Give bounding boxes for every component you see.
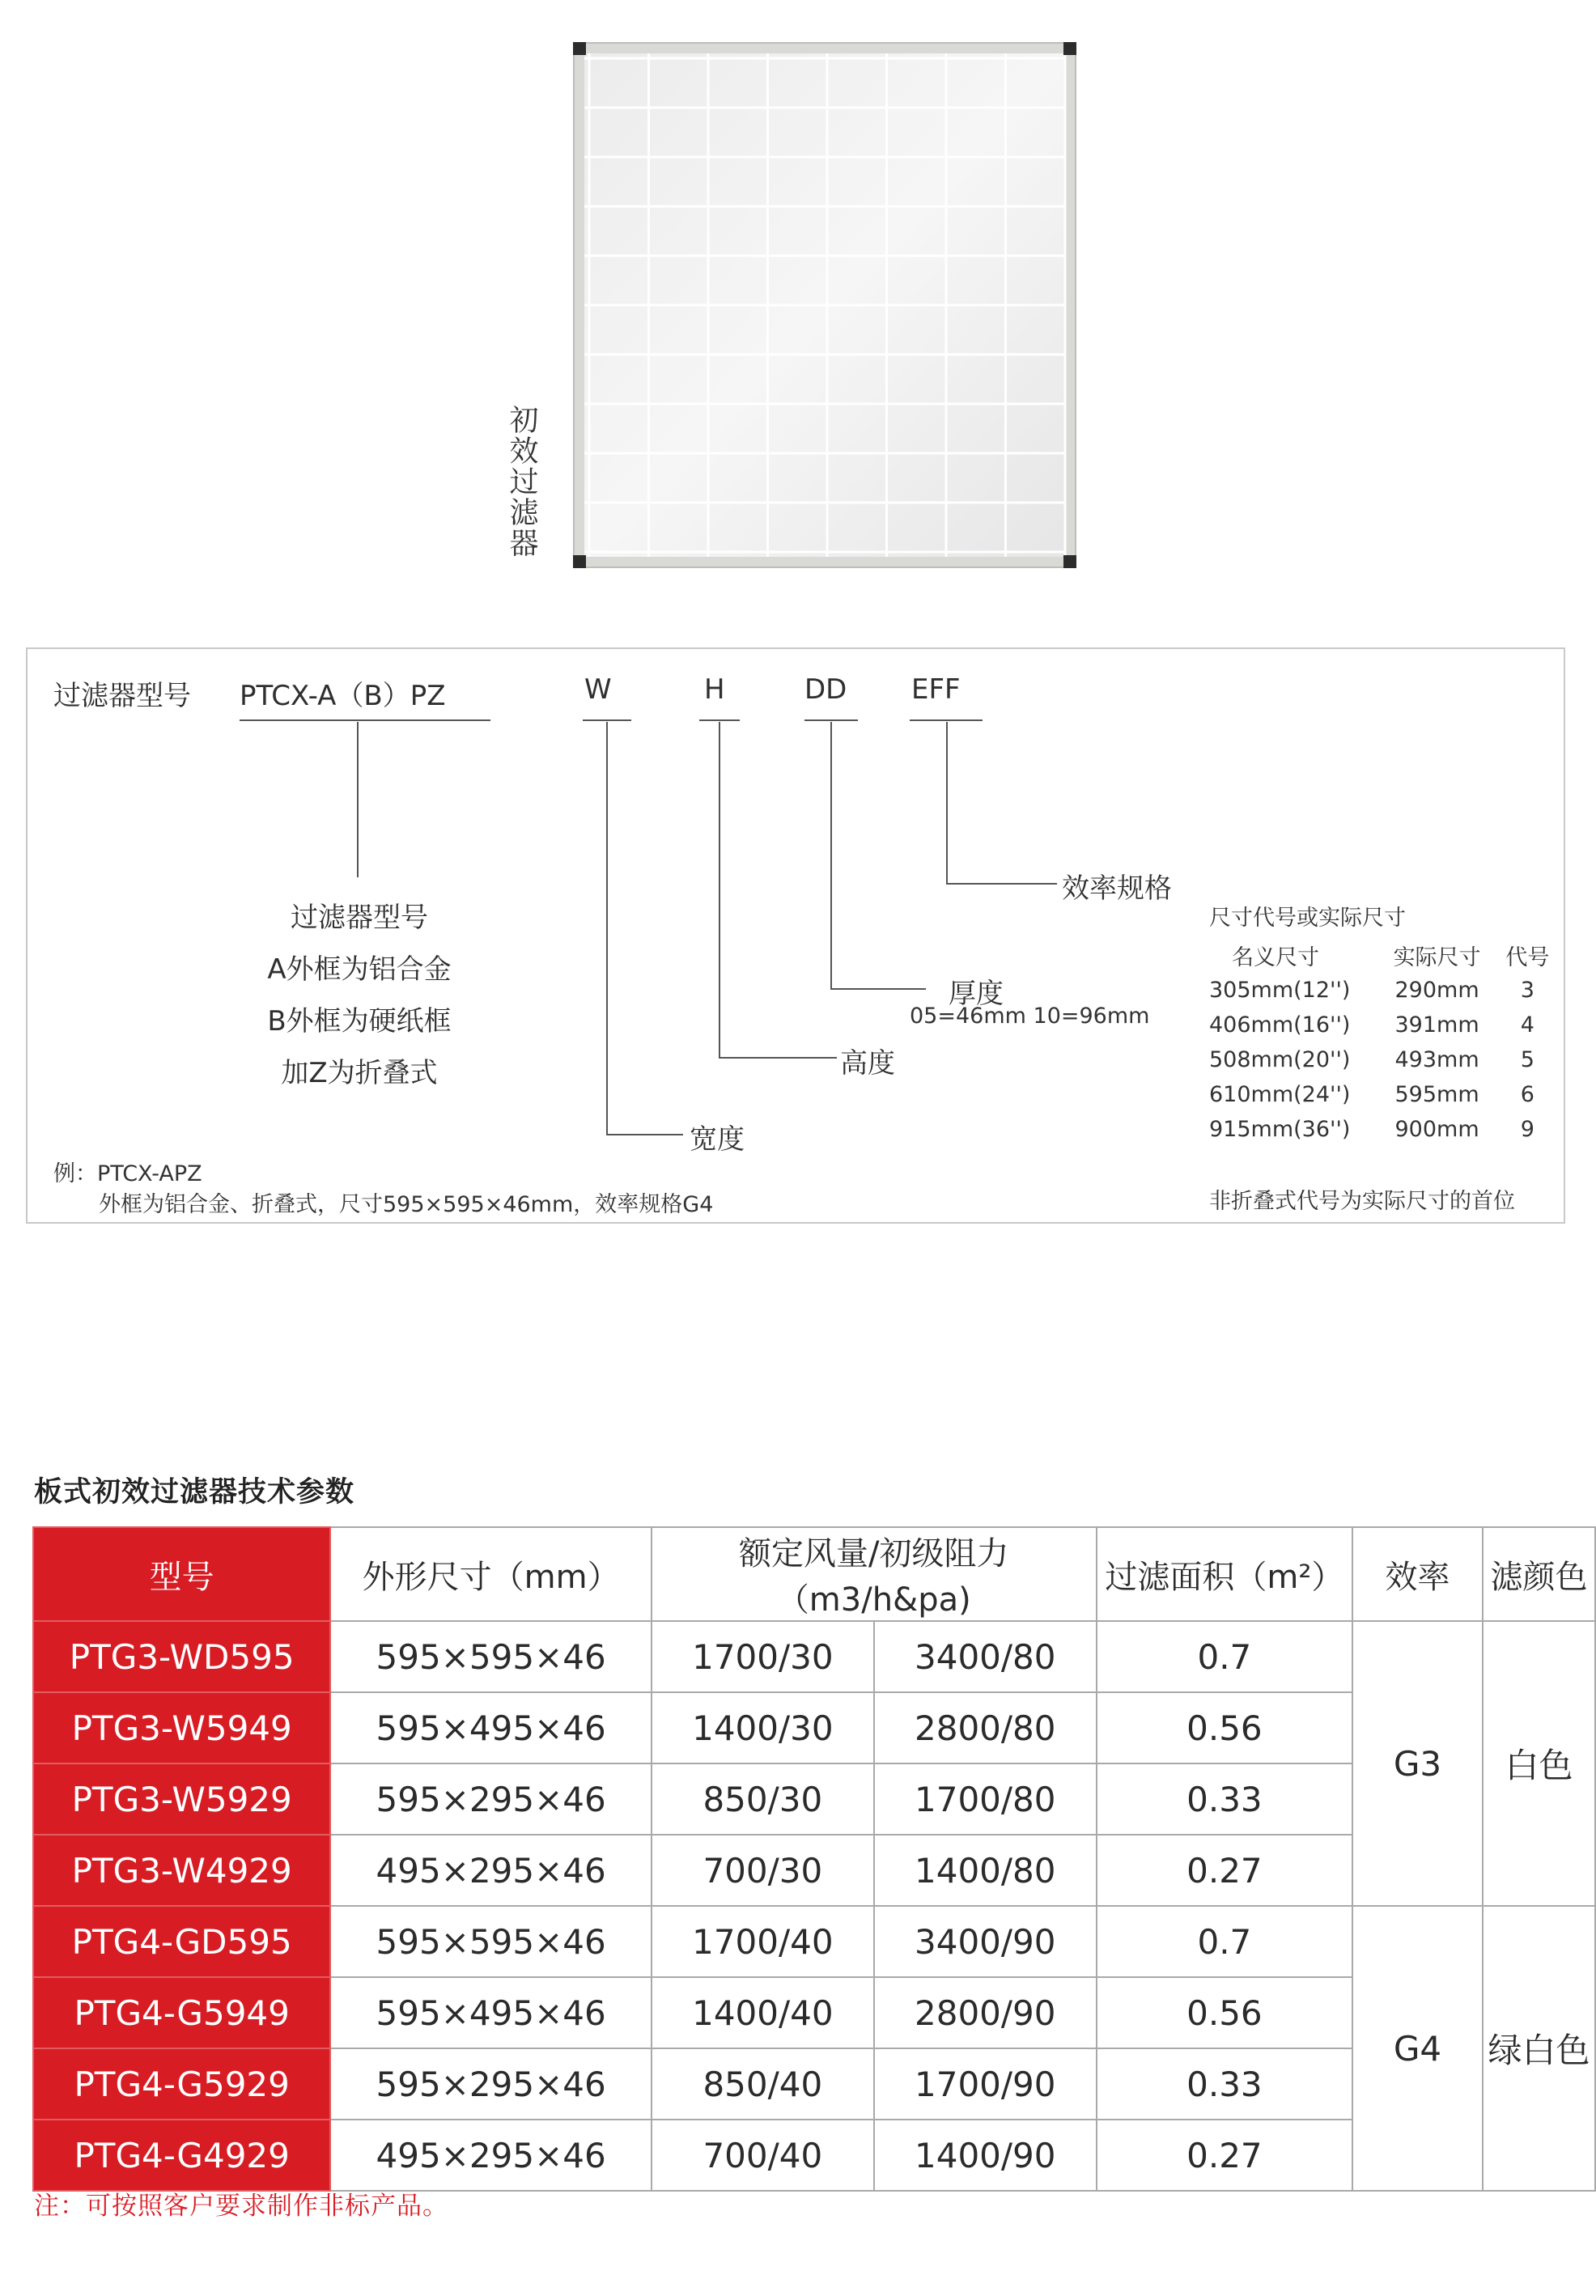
- model-desc-line: B外框为硬纸框: [267, 1005, 452, 1038]
- model-desc-line: A外框为铝合金: [267, 953, 452, 986]
- header-dimensions: 外形尺寸（mm）: [330, 1527, 652, 1621]
- model-cell: PTG4-G5929: [33, 2048, 330, 2120]
- size-table-row: [1209, 1112, 1564, 1147]
- airflow-secondary-cell: 3400/90: [874, 1906, 1097, 1977]
- model-description: [262, 892, 456, 1099]
- header-airflow-resistance: 额定风量/初级阻力（m3/h&pa): [652, 1527, 1097, 1621]
- footnote: 注：可按照客户要求制作非标产品。: [34, 2192, 448, 2221]
- airflow-secondary-cell: 1400/90: [874, 2120, 1097, 2191]
- code-width: W: [584, 673, 612, 706]
- airflow-rated-cell: 700/40: [652, 2120, 874, 2191]
- size-table-cell: 9: [1520, 1117, 1534, 1142]
- efficiency-cell: G3: [1352, 1621, 1483, 1906]
- size-table-cell: 915mm(36''): [1209, 1117, 1351, 1142]
- model-cell: PTG3-W5929: [33, 1763, 330, 1835]
- airflow-secondary-cell: 2800/90: [874, 1977, 1097, 2048]
- size-table-cell: 305mm(12''): [1209, 978, 1351, 1003]
- thickness-values: 05=46mm 10=96mm: [910, 1004, 1150, 1029]
- table-row: [33, 1906, 1595, 1977]
- filter-color-cell: 绿白色: [1483, 1906, 1595, 2191]
- model-desc-line: 过滤器型号: [291, 902, 428, 934]
- model-cell: PTG4-GD595: [33, 1906, 330, 1977]
- dimensions-cell: 595×295×46: [330, 1763, 652, 1835]
- example-description: 外框为铝合金、折叠式，尺寸595×595×46mm，效率规格G4: [99, 1192, 714, 1217]
- header-model: 型号: [33, 1527, 330, 1621]
- size-table-cell: 508mm(20''): [1209, 1047, 1351, 1072]
- model-cell: PTG4-G4929: [33, 2120, 330, 2191]
- airflow-secondary-cell: 2800/80: [874, 1692, 1097, 1763]
- filter-area-cell: 0.27: [1097, 2120, 1352, 2191]
- model-cell: PTG3-W5949: [33, 1692, 330, 1763]
- dimensions-cell: 595×595×46: [330, 1906, 652, 1977]
- airflow-rated-cell: 1400/30: [652, 1692, 874, 1763]
- size-table-header-row: [1209, 937, 1564, 973]
- model-cell: PTG4-G5949: [33, 1977, 330, 2048]
- size-table-header: 名义尺寸: [1232, 944, 1319, 970]
- table-row: [33, 1621, 1595, 1692]
- header-filter-area: 过滤面积（m²）: [1097, 1527, 1352, 1621]
- model-cell: PTG3-WD595: [33, 1621, 330, 1692]
- filter-area-cell: 0.27: [1097, 1835, 1352, 1906]
- efficiency-label: 效率规格: [1062, 872, 1172, 905]
- width-label: 宽度: [690, 1123, 745, 1156]
- size-table-title: 尺寸代号或实际尺寸: [1209, 906, 1406, 931]
- example-title: 例：PTCX-APZ: [53, 1161, 202, 1186]
- filter-area-cell: 0.7: [1097, 1906, 1352, 1977]
- size-table-footnote: 非折叠式代号为实际尺寸的首位: [1209, 1189, 1515, 1214]
- code-series: PTCX-A（B）PZ: [240, 680, 446, 712]
- size-table-cell: 391mm: [1394, 1012, 1479, 1038]
- code-thickness: DD: [804, 673, 847, 706]
- size-code-table: [1209, 937, 1564, 1147]
- dimensions-cell: 595×495×46: [330, 1692, 652, 1763]
- airflow-secondary-cell: 3400/80: [874, 1621, 1097, 1692]
- model-cell: PTG3-W4929: [33, 1835, 330, 1906]
- photo-caption: 初效过滤器: [505, 405, 538, 558]
- specs-title: 板式初效过滤器技术参数: [34, 1476, 355, 1509]
- size-table-cell: 900mm: [1394, 1117, 1479, 1142]
- size-table-cell: 493mm: [1394, 1047, 1479, 1072]
- size-table-cell: 610mm(24''): [1209, 1082, 1351, 1107]
- header-efficiency: 效率: [1352, 1527, 1483, 1621]
- filter-photo: [573, 42, 1076, 568]
- code-height: H: [704, 673, 725, 706]
- size-table-cell: 6: [1520, 1082, 1534, 1107]
- code-efficiency: EFF: [911, 673, 961, 706]
- dimensions-cell: 595×295×46: [330, 2048, 652, 2120]
- dimensions-cell: 595×495×46: [330, 1977, 652, 2048]
- airflow-rated-cell: 1700/40: [652, 1906, 874, 1977]
- diagram-header-label: 过滤器型号: [53, 680, 191, 712]
- filter-color-cell: 白色: [1483, 1621, 1595, 1906]
- size-table-row: [1209, 973, 1564, 1008]
- specs-table: [32, 1526, 1596, 2192]
- dimensions-cell: 595×595×46: [330, 1621, 652, 1692]
- model-desc-line: 加Z为折叠式: [281, 1057, 438, 1089]
- efficiency-cell: G4: [1352, 1906, 1483, 2191]
- model-code-diagram: [26, 647, 1565, 1224]
- size-table-cell: 5: [1520, 1047, 1534, 1072]
- size-table-cell: 406mm(16''): [1209, 1012, 1351, 1038]
- filter-area-cell: 0.7: [1097, 1621, 1352, 1692]
- size-table-cell: 4: [1520, 1012, 1534, 1038]
- dimensions-cell: 495×295×46: [330, 2120, 652, 2191]
- size-table-header: 代号: [1505, 944, 1550, 970]
- airflow-rated-cell: 850/40: [652, 2048, 874, 2120]
- size-table-row: [1209, 1008, 1564, 1042]
- airflow-rated-cell: 1400/40: [652, 1977, 874, 2048]
- airflow-secondary-cell: 1400/80: [874, 1835, 1097, 1906]
- size-table-row: [1209, 1042, 1564, 1077]
- header-filter-color: 滤颜色: [1483, 1527, 1595, 1621]
- size-table-row: [1209, 1077, 1564, 1112]
- filter-area-cell: 0.56: [1097, 1977, 1352, 2048]
- airflow-rated-cell: 700/30: [652, 1835, 874, 1906]
- height-label: 高度: [840, 1047, 895, 1080]
- filter-area-cell: 0.56: [1097, 1692, 1352, 1763]
- dimensions-cell: 495×295×46: [330, 1835, 652, 1906]
- size-table-cell: 595mm: [1394, 1082, 1479, 1107]
- airflow-rated-cell: 850/30: [652, 1763, 874, 1835]
- thickness-label: 厚度: [949, 978, 1004, 1010]
- specs-header-row: [33, 1527, 1595, 1621]
- airflow-secondary-cell: 1700/80: [874, 1763, 1097, 1835]
- airflow-secondary-cell: 1700/90: [874, 2048, 1097, 2120]
- size-table-header: 实际尺寸: [1393, 944, 1481, 970]
- filter-area-cell: 0.33: [1097, 1763, 1352, 1835]
- airflow-rated-cell: 1700/30: [652, 1621, 874, 1692]
- size-table-cell: 290mm: [1394, 978, 1479, 1003]
- filter-area-cell: 0.33: [1097, 2048, 1352, 2120]
- size-table-cell: 3: [1520, 978, 1534, 1003]
